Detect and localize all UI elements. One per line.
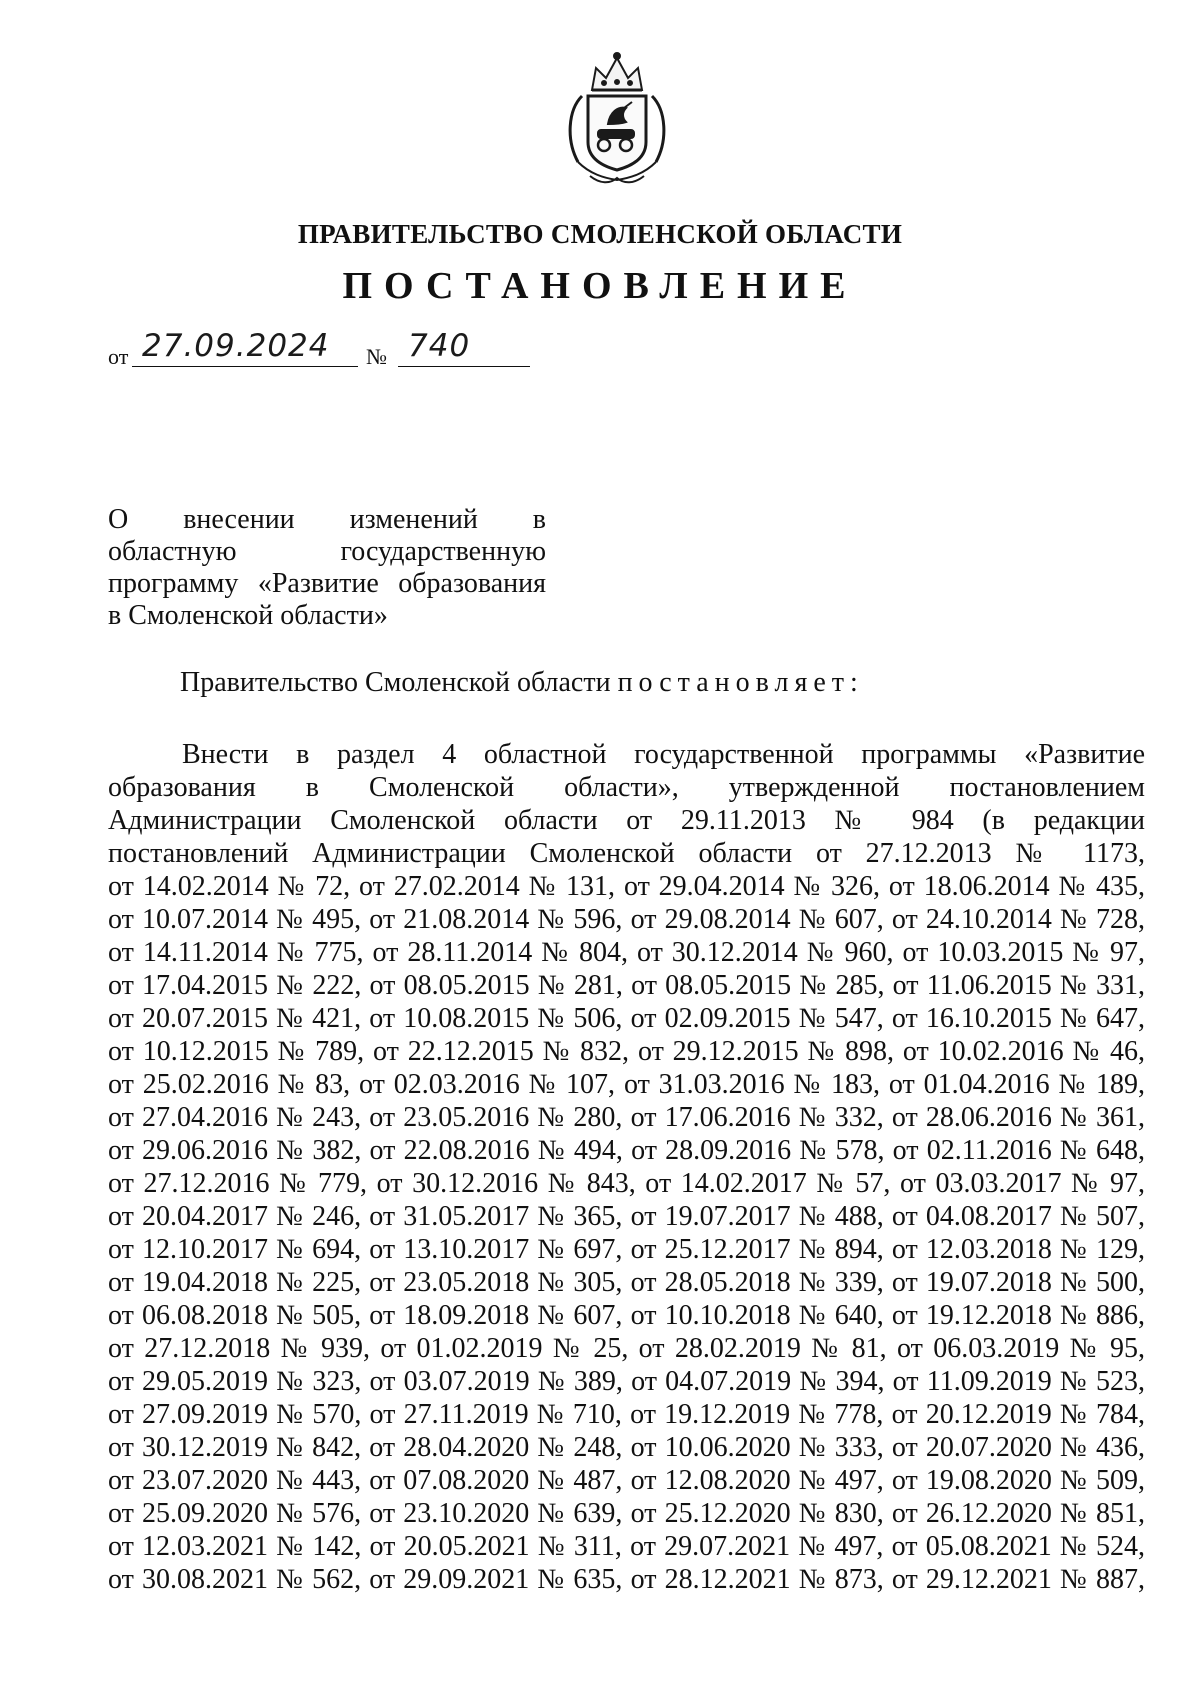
subject-line: О внесении изменений в	[108, 504, 546, 535]
body-line: Внести в раздел 4 областной государственной программы «Развитие	[182, 739, 1145, 770]
body-line: от 10.12.2015 № 789, от 22.12.2015 № 832, от 29.12.2015 № 898, от 10.02.2016 № 46,	[108, 1036, 1145, 1067]
body-line: от 17.04.2015 № 222, от 08.05.2015 № 281, от 08.05.2015 № 285, от 11.06.2015 № 331,	[108, 970, 1145, 1001]
body-line: от 25.09.2020 № 576, от 23.10.2020 № 639, от 25.12.2020 № 830, от 26.12.2020 № 851,	[108, 1498, 1145, 1529]
resolution-body	[108, 738, 1145, 1596]
preamble-text: Правительство Смоленской области	[180, 667, 618, 698]
body-line: от 27.09.2019 № 570, от 27.11.2019 № 710, от 19.12.2019 № 778, от 20.12.2019 № 784,	[108, 1399, 1145, 1430]
body-line: от 29.05.2019 № 323, от 03.07.2019 № 389, от 04.07.2019 № 394, от 11.09.2019 № 523,	[108, 1366, 1145, 1397]
body-line: от 14.11.2014 № 775, от 28.11.2014 № 804, от 30.12.2014 № 960, от 10.03.2015 № 97,	[108, 937, 1145, 968]
body-line: от 23.07.2020 № 443, от 07.08.2020 № 487, от 12.08.2020 № 497, от 19.08.2020 № 509,	[108, 1465, 1145, 1496]
body-line: от 30.08.2021 № 562, от 29.09.2021 № 635, от 28.12.2021 № 873, от 29.12.2021 № 887,	[108, 1564, 1145, 1595]
document-subject	[108, 504, 546, 632]
date-prefix: от	[108, 344, 129, 369]
number-handwritten: 740	[408, 328, 471, 364]
body-line: от 10.07.2014 № 495, от 21.08.2014 № 596, от 29.08.2014 № 607, от 24.10.2014 № 728,	[108, 904, 1145, 935]
body-line: от 25.02.2016 № 83, от 02.03.2016 № 107, от 31.03.2016 № 183, от 01.04.2016 № 189,	[108, 1069, 1145, 1100]
date-handwritten: 27.09.2024	[142, 328, 330, 364]
body-line: от 27.12.2018 № 939, от 01.02.2019 № 25, от 28.02.2019 № 81, от 06.03.2019 № 95,	[108, 1333, 1145, 1364]
number-prefix: №	[366, 344, 387, 369]
number-underline	[398, 366, 530, 367]
document-type-title: ПОСТАНОВЛЕНИЕ	[342, 265, 858, 307]
date-number-line	[108, 328, 538, 372]
body-line: образования в Смоленской области», утвержденной постановлением	[108, 772, 1145, 803]
government-name: ПРАВИТЕЛЬСТВО СМОЛЕНСКОЙ ОБЛАСТИ	[297, 219, 903, 249]
body-line: Администрации Смоленской области от 29.11.2013 № 984 (в редакции	[108, 805, 1145, 836]
body-line: от 12.03.2021 № 142, от 20.05.2021 № 311, от 29.07.2021 № 497, от 05.08.2021 № 524,	[108, 1531, 1145, 1562]
subject-line: программу «Развитие образования	[108, 568, 546, 599]
body-line: от 12.10.2017 № 694, от 13.10.2017 № 697, от 25.12.2017 № 894, от 12.03.2018 № 129,	[108, 1234, 1145, 1265]
body-line: от 20.04.2017 № 246, от 31.05.2017 № 365, от 19.07.2017 № 488, от 04.08.2017 № 507,	[108, 1201, 1145, 1232]
body-line: от 27.12.2016 № 779, от 30.12.2016 № 843, от 14.02.2017 № 57, от 03.03.2017 № 97,	[108, 1168, 1145, 1199]
body-line: от 06.08.2018 № 505, от 18.09.2018 № 607, от 10.10.2018 № 640, от 19.12.2018 № 886,	[108, 1300, 1145, 1331]
body-line: от 30.12.2019 № 842, от 28.04.2020 № 248, от 10.06.2020 № 333, от 20.07.2020 № 436,	[108, 1432, 1145, 1463]
body-line: от 29.06.2016 № 382, от 22.08.2016 № 494, от 28.09.2016 № 578, от 02.11.2016 № 648,	[108, 1135, 1145, 1166]
body-line: от 20.07.2015 № 421, от 10.08.2015 № 506, от 02.09.2015 № 547, от 16.10.2015 № 647,	[108, 1003, 1145, 1034]
subject-line: областную государственную	[108, 536, 546, 567]
body-line: от 19.04.2018 № 225, от 23.05.2018 № 305, от 28.05.2018 № 339, от 19.07.2018 № 500,	[108, 1267, 1145, 1298]
body-line: от 14.02.2014 № 72, от 27.02.2014 № 131, от 29.04.2014 № 326, от 18.06.2014 № 435,	[108, 871, 1145, 902]
date-underline	[132, 366, 358, 367]
preamble-verb: постановляет:	[617, 667, 864, 698]
body-line: от 27.04.2016 № 243, от 23.05.2016 № 280, от 17.06.2016 № 332, от 28.06.2016 № 361,	[108, 1102, 1145, 1133]
smolensk-coat-of-arms-icon	[560, 50, 674, 185]
preamble	[180, 667, 864, 699]
subject-line: в Смоленской области»	[108, 600, 388, 631]
body-line: постановлений Администрации Смоленской области от 27.12.2013 № 1173,	[108, 838, 1145, 869]
